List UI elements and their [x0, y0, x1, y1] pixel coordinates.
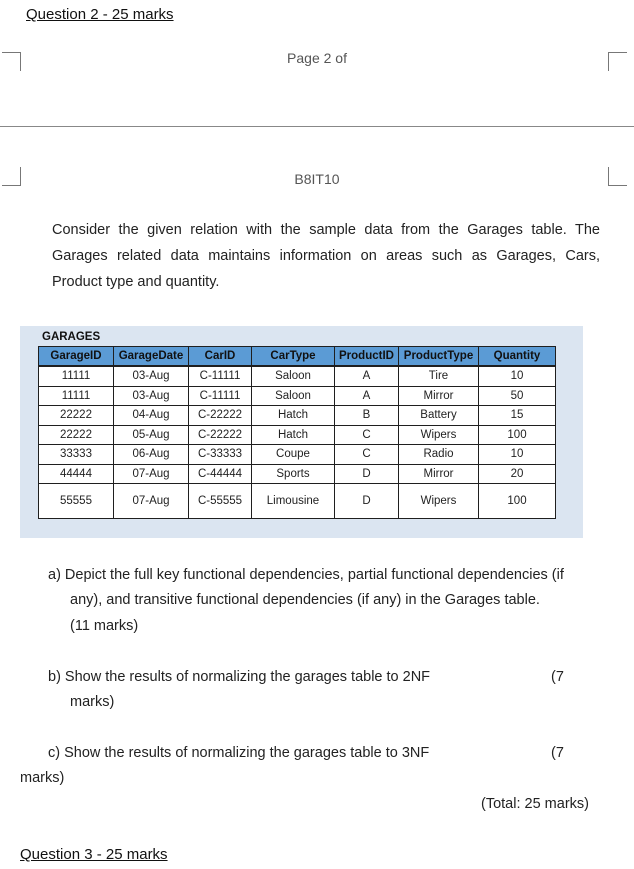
table-cell: 50 [479, 386, 556, 406]
table-cell: C-44444 [189, 464, 252, 484]
table-cell: 10 [479, 366, 556, 386]
table-cell: Sports [252, 464, 335, 484]
page-divider [0, 126, 634, 127]
question-a-line2: any), and transitive functional dependencies (if any) in the Garages table. [70, 592, 540, 608]
question-b-marks: (7 [551, 669, 564, 685]
table-cell: Mirror [399, 464, 479, 484]
table-cell: C [335, 425, 399, 445]
question-a-line1: a) Depict the full key functional dependencies, partial functional dependencies (if [48, 567, 564, 583]
table-row [39, 406, 556, 426]
table-cell: 15 [479, 406, 556, 426]
question-c-marks: (7 [551, 745, 564, 761]
question-b-marks-cont: marks) [70, 694, 115, 710]
question-c-line1: c) Show the results of normalizing the garages table to 3NF [48, 745, 430, 761]
table-cell: A [335, 366, 399, 386]
page-number: Page 2 of [287, 50, 347, 66]
table-cell: C-33333 [189, 445, 252, 465]
table-cell: 55555 [39, 484, 114, 519]
course-code: B8IT10 [294, 171, 340, 187]
column-header: ProductID [335, 347, 399, 367]
column-header: GarageDate [114, 347, 189, 367]
table-cell: 05-Aug [114, 425, 189, 445]
column-header: GarageID [39, 347, 114, 367]
question-a-marks: (11 marks) [70, 618, 139, 634]
table-cell: 07-Aug [114, 464, 189, 484]
table-row [39, 445, 556, 465]
table-cell: 22222 [39, 406, 114, 426]
table-cell: 44444 [39, 464, 114, 484]
table-panel [20, 326, 583, 538]
table-cell: Hatch [252, 425, 335, 445]
table-cell: 03-Aug [114, 366, 189, 386]
total-marks: (Total: 25 marks) [481, 796, 589, 812]
table-cell: Saloon [252, 386, 335, 406]
table-cell: Radio [399, 445, 479, 465]
table-cell: Wipers [399, 484, 479, 519]
table-cell: D [335, 464, 399, 484]
table-row [39, 425, 556, 445]
question-b-line1: b) Show the results of normalizing the garages table to 2NF [48, 669, 431, 685]
intro-paragraph: Consider the given relation with the sample data from the Garages table. The Garages related data maintains information on areas such as Garages, Cars, Product type and quantity. [52, 222, 600, 290]
table-cell: 04-Aug [114, 406, 189, 426]
question-2-heading: Question 2 - 25 marks [26, 6, 174, 23]
question-3-heading: Question 3 - 25 marks [20, 846, 168, 863]
table-cell: 22222 [39, 425, 114, 445]
table-cell: Wipers [399, 425, 479, 445]
table-cell: 11111 [39, 366, 114, 386]
table-cell: 03-Aug [114, 386, 189, 406]
table-cell: 100 [479, 484, 556, 519]
table-cell: 10 [479, 445, 556, 465]
table-row [39, 366, 556, 386]
table-row [39, 464, 556, 484]
table-cell: C-11111 [189, 386, 252, 406]
table-cell: 20 [479, 464, 556, 484]
table-cell: Hatch [252, 406, 335, 426]
table-cell: 33333 [39, 445, 114, 465]
table-cell: D [335, 484, 399, 519]
table-header-row [39, 347, 556, 367]
column-header: CarType [252, 347, 335, 367]
table-cell: Saloon [252, 366, 335, 386]
table-cell: 07-Aug [114, 484, 189, 519]
table-cell: Coupe [252, 445, 335, 465]
table-title: GARAGES [42, 331, 101, 343]
table-cell: Mirror [399, 386, 479, 406]
table-row [39, 386, 556, 406]
table-cell: Tire [399, 366, 479, 386]
table-cell: 100 [479, 425, 556, 445]
table-cell: C-55555 [189, 484, 252, 519]
column-header: ProductType [399, 347, 479, 367]
table-cell: C [335, 445, 399, 465]
table-cell: C-22222 [189, 425, 252, 445]
table-cell: Limousine [252, 484, 335, 519]
column-header: CarID [189, 347, 252, 367]
table-cell: Battery [399, 406, 479, 426]
table-cell: C-11111 [189, 366, 252, 386]
table-cell: 06-Aug [114, 445, 189, 465]
column-header: Quantity [479, 347, 556, 367]
garages-table [38, 346, 556, 519]
table-cell: C-22222 [189, 406, 252, 426]
question-c-marks-cont: marks) [20, 770, 65, 786]
table-row [39, 484, 556, 519]
table-cell: 11111 [39, 386, 114, 406]
table-cell: A [335, 386, 399, 406]
table-cell: B [335, 406, 399, 426]
